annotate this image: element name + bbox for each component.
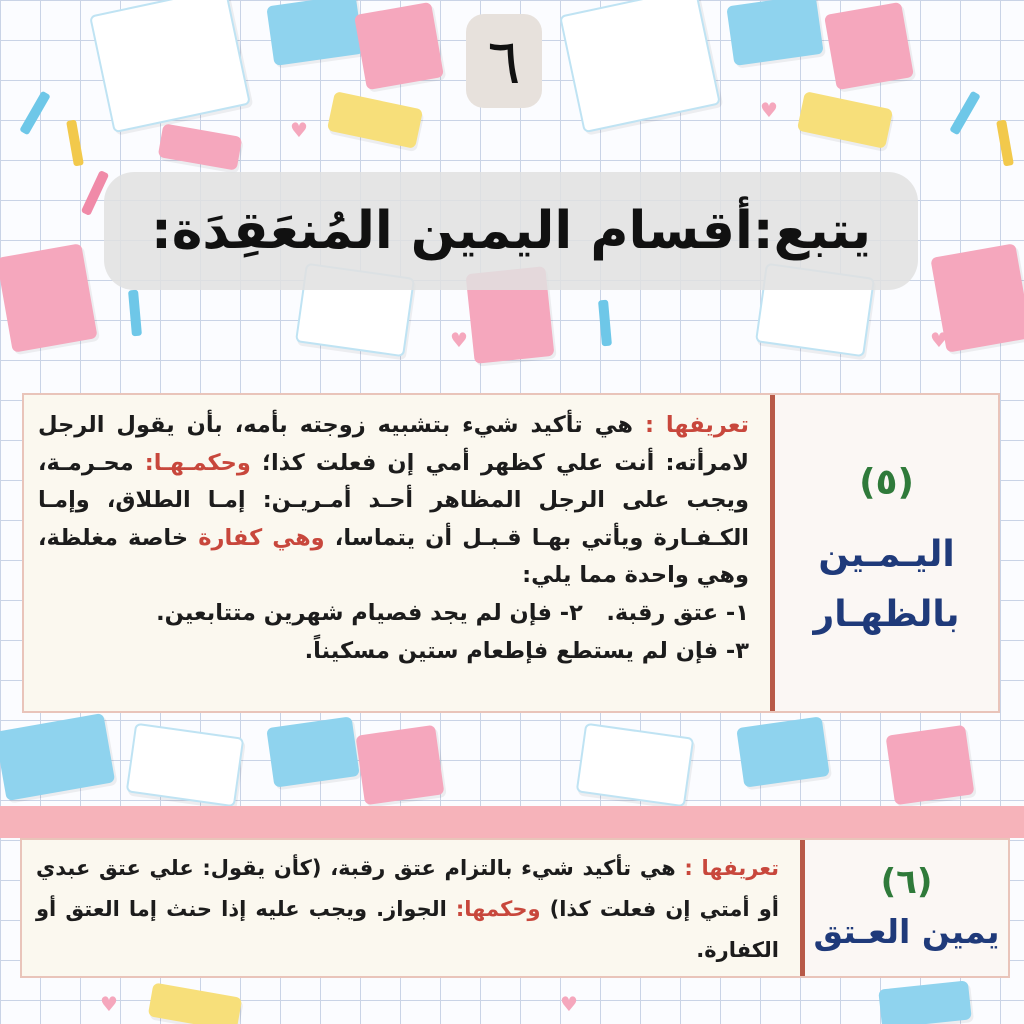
yellow-book-decoration: [327, 91, 423, 149]
pencil-decoration: [19, 91, 51, 136]
expiation-label: وهي كفارة: [198, 524, 325, 551]
blue-book-decoration: [266, 0, 363, 66]
pink-notebook-decoration: [354, 2, 444, 90]
heart-decoration: ♥: [100, 992, 118, 1016]
heart-decoration: ♥: [930, 328, 948, 352]
section-side-label: [770, 395, 998, 711]
definition-label: تعريفها :: [684, 856, 780, 880]
page-number: ٦: [487, 24, 521, 98]
heart-decoration: ♥: [760, 98, 778, 122]
definition-label: تعريفها :: [644, 412, 750, 438]
blue-book-decoration: [878, 980, 972, 1024]
page-title: يتبع:أقسام اليمين المُنعَقِدَة:: [150, 201, 872, 261]
pink-notebook-decoration: [0, 243, 98, 352]
blue-book-decoration: [0, 713, 115, 801]
heart-decoration: ♥: [560, 992, 578, 1016]
pencil-decoration: [598, 300, 612, 347]
blue-book-decoration: [736, 716, 830, 787]
pencil-decoration: [66, 119, 84, 166]
title-banner: [104, 172, 918, 290]
heart-decoration: ♥: [450, 328, 468, 352]
open-book-decoration: [576, 723, 695, 808]
open-book-decoration: [126, 723, 245, 808]
section-paragraph: [38, 407, 749, 595]
pencil-decoration: [996, 119, 1014, 166]
section-panel-zihar: [22, 393, 1000, 713]
yellow-book-decoration: [148, 982, 243, 1024]
section-side-label: [800, 840, 1008, 976]
list-item: ١- عتق رقبة. ٢- فإن لم يجد فصيام شهرين متتابعين.: [156, 599, 749, 626]
ruling-label: وحكمها:: [455, 897, 541, 921]
blue-book-decoration: [726, 0, 823, 66]
pencil-decoration: [949, 91, 981, 136]
page-number-badge: [466, 14, 542, 108]
open-book-decoration: [89, 0, 251, 133]
pencil-decoration: [128, 290, 142, 337]
pink-notebook-decoration: [886, 725, 975, 805]
ruling-text: محـرمـة، ويجب على الرجل المظاهر أحـد أمـريـن: إمـا الطلاق، وإمـا الكـفـارة ويأتي بهـا قـبـل أن يتماسا،: [38, 449, 749, 551]
section-body: [24, 395, 765, 711]
ruling-text: الجواز. ويجب عليه إذا حنث إما العتق أو الكفارة.: [36, 897, 779, 962]
section-name: يمين العـتق: [813, 912, 1000, 951]
pink-book-decoration: [158, 123, 243, 170]
heart-decoration: ♥: [290, 118, 308, 142]
section-name-line1: اليـمـين: [818, 533, 955, 575]
yellow-book-decoration: [797, 91, 893, 149]
pink-notebook-decoration: [356, 725, 445, 805]
expiation-text: خاصة مغلظة، وهي واحدة مما يلي:: [38, 524, 749, 589]
section-number: (٥): [859, 461, 914, 503]
blue-book-decoration: [266, 716, 360, 787]
section-name-line2: بالظهـار: [813, 593, 960, 635]
ruling-label: وحكمـهـا:: [144, 449, 251, 476]
list-item: ٣- فإن لم يستطع فإطعام ستين مسكيناً.: [304, 637, 749, 664]
section-divider-bar: [0, 806, 1024, 838]
definition-text: هي تأكيد شيء بتشبيه زوجته بأمه، بأن يقول الرجل لامرأته: أنت علي كظهر أمي إن فعلت كذا؛: [38, 412, 749, 476]
definition-text: هي تأكيد شيء بالتزام عتق رقبة، (كأن يقول: علي عتق عبدي أو أمتي إن فعلت كذا): [36, 856, 779, 921]
section-panel-itq: [20, 838, 1010, 978]
open-book-decoration: [559, 0, 721, 133]
section-paragraph: [36, 848, 779, 971]
pink-notebook-decoration: [824, 2, 914, 90]
section-body: [22, 840, 795, 976]
section-number: (٦): [880, 862, 933, 902]
